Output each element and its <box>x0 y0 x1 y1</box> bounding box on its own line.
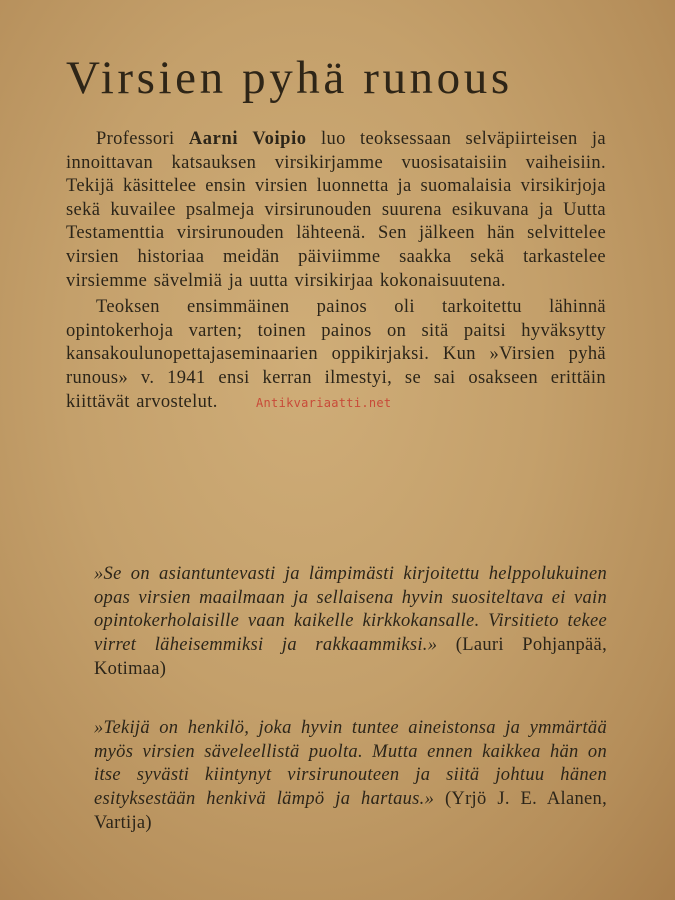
review-quote-1-text: »Se on asiantuntevasti ja lämpimästi kirjoitettu helppolukuinen opas virsien maailmaan ja sellaisena hyvin suositeltava ei vain opintokerholaisille vaan kaikelle kirkkokansalle. Virsitieto tekee virret läheisemmiksi ja rakkaammiksi.» <box>94 564 607 656</box>
paragraph-1 <box>66 128 606 293</box>
paragraph-2: Teoksen ensimmäinen painos oli tarkoitettu lähinnä opintokerhoja varten; toinen painos on sitä paitsi hyväksytty kansakoulunopettajaseminaarien oppikirjaksi. Kun »Virsien pyhä runous» v. 1941 ensi kerran ilmestyi, se sai osakseen erittäin kiittävät arvostelut. <box>66 297 606 412</box>
watermark: Antikvariaatti.net <box>256 396 392 410</box>
paragraph-1-lead: Professori <box>96 129 189 149</box>
description-text <box>66 128 606 414</box>
page-title: Virsien pyhä runous <box>66 52 513 104</box>
review-quote-2-source: (Yrjö J. E. Alanen, Vartija) <box>94 789 607 833</box>
review-quote-2 <box>94 717 607 836</box>
paragraph-1-body: luo teoksessaan selväpiirteisen ja innoittavan katsauksen virsikirjamme vuosisataisiin vaiheisiin. Tekijä käsittelee ensin virsien luonnetta ja suomalaisia virsikirjoja sekä kuvailee psalmeja virsirunouden suurena esikuvana ja Uutta Testamenttia virsirunouden lähteenä. Sen jälkeen hän selvittelee virsien historiaa meidän päiviimme saakka sekä tarkastelee virsiemme sävelmiä ja uutta virsikirjaa kokonaisuutena. <box>66 129 606 291</box>
review-quote-1-source: (Lauri Pohjanpää, Kotimaa) <box>94 635 607 679</box>
review-quote-1 <box>94 563 607 682</box>
review-quote-2-text: »Tekijä on henkilö, joka hyvin tuntee aineistonsa ja ymmärtää myös virsien säveleellistä puolta. Mutta ennen kaikkea hän on itse syvästi kiintynyt virsirunouteen ja siitä johtuu hänen esityksestään henkivä lämpö ja hartaus.» <box>94 718 607 810</box>
author-name: Aarni Voipio <box>188 129 307 149</box>
